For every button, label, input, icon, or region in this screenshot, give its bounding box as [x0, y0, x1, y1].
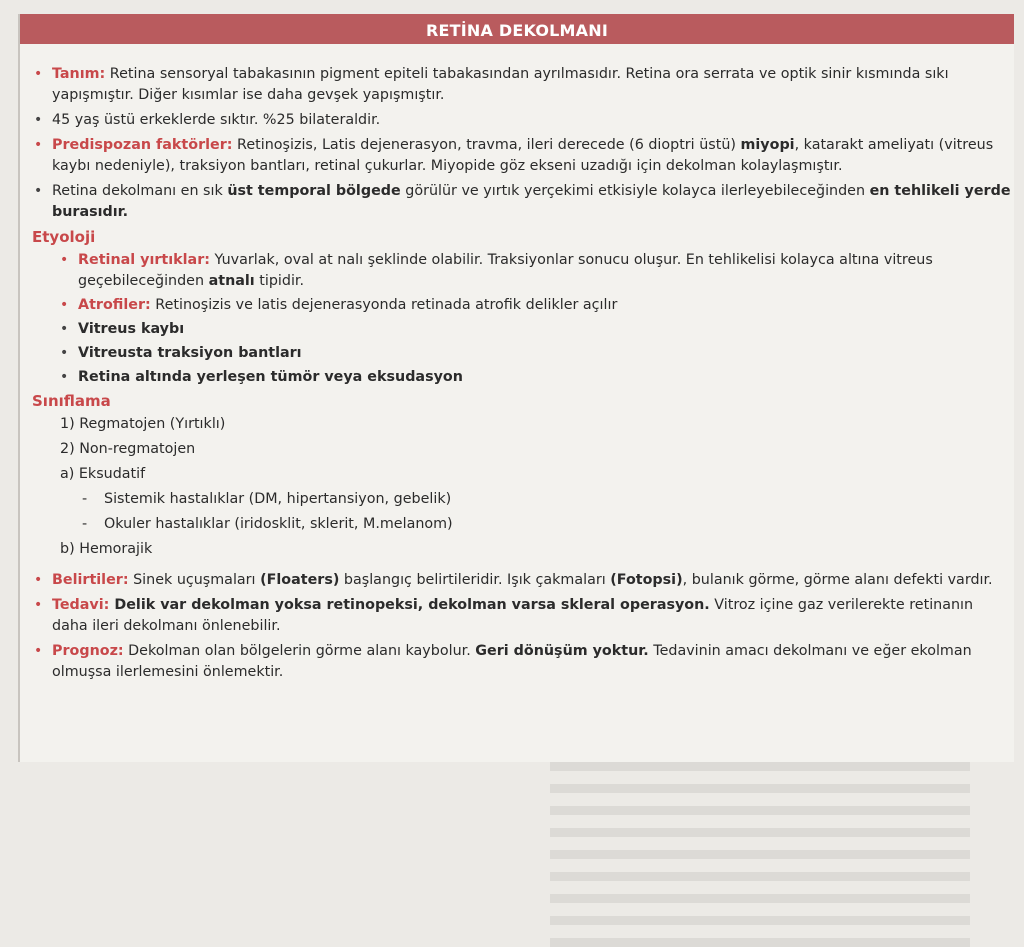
- belirtiler-text-a: Sinek uçuşmaları: [128, 572, 261, 588]
- prognoz-item: [32, 641, 1012, 683]
- tedavi-bold: Delik var dekolman yoksa retinopeksi, dekolman varsa skleral operasyon.: [109, 597, 710, 613]
- content-body: [32, 64, 1012, 687]
- bullet-icon: •: [60, 252, 69, 268]
- bullet-icon: •: [34, 572, 43, 588]
- etyoloji-item-text: Vitreusta traksiyon bantları: [78, 345, 302, 361]
- bullet-icon: •: [34, 643, 43, 659]
- belirtiler-text-c: , bulanık görme, görme alanı defekti vardır.: [682, 572, 993, 588]
- yirtik-bold: atnalı: [208, 273, 255, 289]
- dash-icon: -: [82, 491, 88, 507]
- dash-icon: -: [82, 516, 88, 532]
- bullet-icon: •: [34, 112, 43, 128]
- bullet-icon: •: [60, 321, 69, 337]
- bullet-icon: •: [34, 66, 43, 82]
- predispozan-label: Predispozan faktörler:: [52, 137, 233, 153]
- tanim-text: Retina sensoryal tabakasının pigment epiteli tabakasından ayrılmasıdır. Retina ora serrata ve optik sinir kısmında sıkı yapışmıştır. Diğer kısımlar ise daha gevşek yapışmıştır.: [52, 66, 949, 103]
- yirtik-text-a: Yuvarlak, oval at nalı şeklinde olabilir. Traksiyonlar sonucu oluşur. En tehlikelisi kolayca altına vitreus geçebileceğinden: [78, 252, 933, 289]
- prognoz-text-a: Dekolman olan bölgelerin görme alanı kaybolur.: [123, 643, 476, 659]
- prognoz-text-b: Tedavinin amacı dekolmanı ve eğer ekolman olmuşsa ilerlemesini önlemektir.: [52, 643, 972, 680]
- tanim-item: [32, 64, 1012, 106]
- atrofi-text: Retinoşizis ve latis dejenerasyonda retinada atrofik delikler açılır: [150, 297, 618, 313]
- siniflama-dash-text: Sistemik hastalıklar (DM, hipertansiyon, gebelik): [104, 491, 452, 507]
- tedavi-item: [32, 595, 1012, 637]
- yas-item: [32, 110, 1012, 131]
- belirtiler-text-b: başlangıç belirtileridir. Işık çakmaları: [339, 572, 611, 588]
- predispozan-text-a: Retinoşizis, Latis dejenerasyon, travma, ileri derecede (6 dioptri üstü): [232, 137, 741, 153]
- sik-bold-a: üst temporal bölgede: [227, 183, 401, 199]
- box-title: RETİNA DEKOLMANI: [20, 14, 1014, 44]
- tanim-label: Tanım:: [52, 66, 106, 82]
- siniflama-dash-item: [32, 514, 1012, 535]
- belirtiler-label: Belirtiler:: [52, 572, 129, 588]
- prognoz-bold: Geri dönüşüm yoktur.: [475, 643, 649, 659]
- sik-text-b: görülür ve yırtık yerçekimi etkisiyle kolayca ilerleyebileceğinden: [400, 183, 870, 199]
- bullet-icon: •: [60, 369, 69, 385]
- yirtik-item: [32, 250, 1012, 292]
- yas-text: 45 yaş üstü erkeklerde sıktır. %25 bilateraldir.: [52, 112, 381, 128]
- etyoloji-list-item: [32, 343, 1012, 364]
- siniflama-line: b) Hemorajik: [60, 541, 153, 557]
- etyoloji-heading: Etyoloji: [32, 228, 96, 246]
- yirtik-text-b: tipidir.: [254, 273, 305, 289]
- belirtiler-item: [32, 570, 1012, 591]
- belirtiler-bold-a: (Floaters): [260, 572, 340, 588]
- atrofi-label: Atrofiler:: [78, 297, 151, 313]
- bullet-icon: •: [60, 345, 69, 361]
- etyoloji-item-text: Vitreus kaybı: [78, 321, 185, 337]
- siniflama-heading: Sınıflama: [32, 392, 111, 410]
- tedavi-label: Tedavi:: [52, 597, 110, 613]
- siniflama-dash-text: Okuler hastalıklar (iridosklit, sklerit, M.melanom): [104, 516, 453, 532]
- yirtik-label: Retinal yırtıklar:: [78, 252, 210, 268]
- bullet-icon: •: [60, 297, 69, 313]
- bullet-icon: •: [34, 137, 43, 153]
- sik-text-a: Retina dekolmanı en sık: [52, 183, 228, 199]
- predispozan-bold: miyopi: [740, 137, 795, 153]
- siniflama-line: a) Eksudatif: [60, 466, 146, 482]
- belirtiler-bold-b: (Fotopsi): [610, 572, 683, 588]
- sik-bold-b: en tehlikeli yerde burasıdır.: [52, 183, 1011, 220]
- etyoloji-list-item: [32, 367, 1012, 388]
- bullet-icon: •: [34, 183, 43, 199]
- bullet-icon: •: [34, 597, 43, 613]
- prognoz-label: Prognoz:: [52, 643, 124, 659]
- etyoloji-item-text: Retina altında yerleşen tümör veya eksudasyon: [78, 369, 463, 385]
- sik-item: [32, 181, 1012, 223]
- atrofi-item: [32, 295, 1012, 316]
- tedavi-text: Vitroz içine gaz verilerekte retinanın daha ileri dekolmanı önlenebilir.: [52, 597, 974, 634]
- predispozan-text-b: , katarakt ameliyatı (vitreus kaybı nedeniyle), traksiyon bantları, retinal çukurlar. Miyopide göz ekseni uzadığı için dekolman kolaylaşmıştır.: [52, 137, 994, 174]
- siniflama-dash-item: [32, 489, 1012, 510]
- predispozan-item: [32, 135, 1012, 177]
- siniflama-line: 1) Regmatojen (Yırtıklı): [60, 416, 226, 432]
- siniflama-line: 2) Non-regmatojen: [60, 441, 196, 457]
- etyoloji-list-item: [32, 319, 1012, 340]
- retina-dekolmani-box: [18, 14, 1014, 762]
